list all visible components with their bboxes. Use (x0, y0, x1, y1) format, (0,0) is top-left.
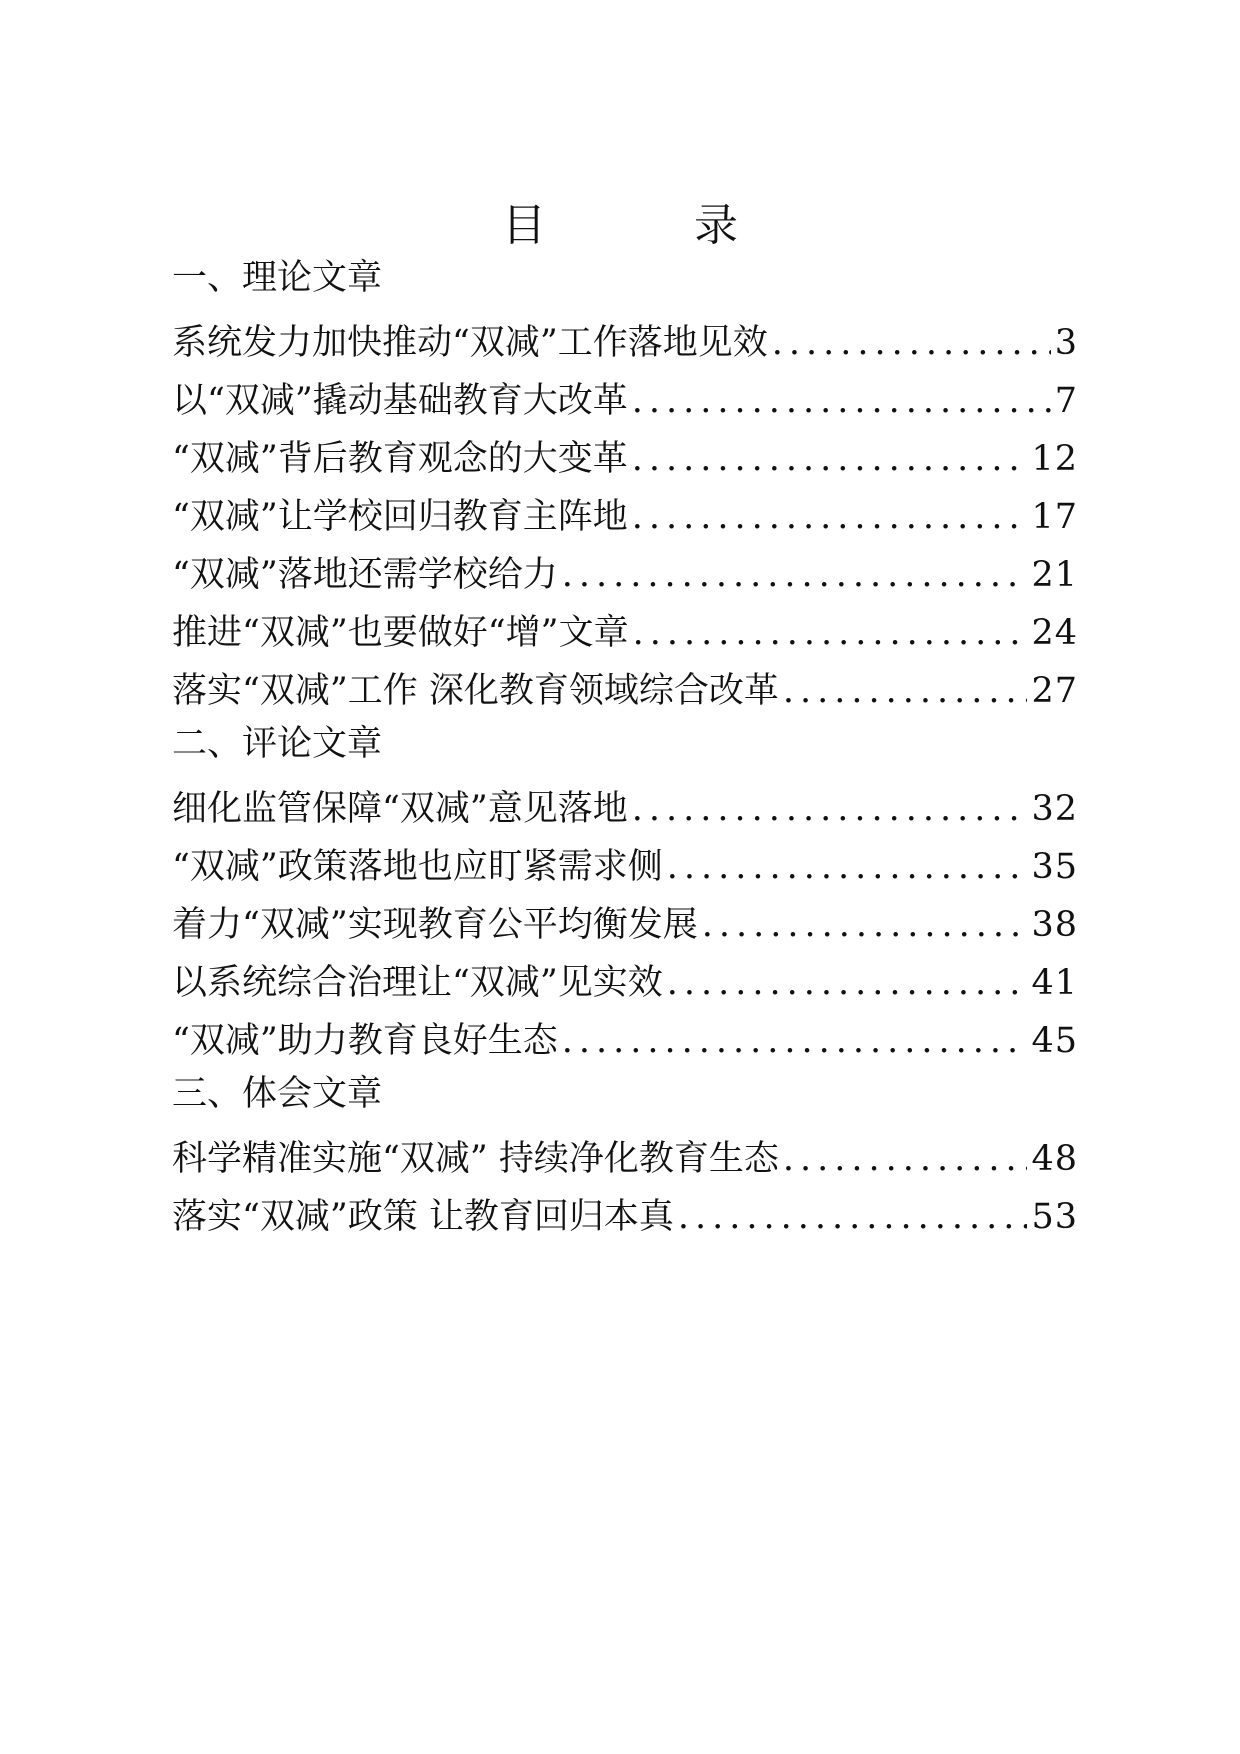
toc-entry-title: “双减”政策落地也应盯紧需求侧 (172, 847, 663, 887)
toc-entry-title: “双减”让学校回归教育主阵地 (172, 497, 628, 537)
dot-leader (633, 604, 1028, 662)
toc-entry-page-number: 48 (1031, 1139, 1078, 1179)
toc-entry-title: 落实“双减”工作 深化教育领域综合改革 (172, 671, 779, 711)
dot-leader (562, 546, 1028, 604)
toc-entry-page-number: 32 (1031, 789, 1078, 829)
toc-entry-title: 着力“双减”实现教育公平均衡发展 (172, 905, 698, 945)
toc-entry[interactable] (172, 1130, 1078, 1188)
toc-entry[interactable] (172, 1012, 1078, 1070)
toc-entry-page-number: 12 (1031, 439, 1078, 479)
toc-entry-page-number: 41 (1031, 963, 1078, 1003)
toc-entry-page-number: 35 (1031, 847, 1078, 887)
toc-entry-title: 系统发力加快推动“双减”工作落地见效 (172, 323, 768, 363)
toc-entry[interactable] (172, 430, 1078, 488)
toc-section (172, 720, 1078, 1070)
dot-leader (562, 1012, 1028, 1070)
toc-entry-title: 落实“双减”政策 让教育回归本真 (172, 1197, 674, 1237)
toc-entry[interactable] (172, 314, 1078, 372)
dot-leader (783, 1130, 1028, 1188)
dot-leader (702, 896, 1028, 954)
toc-entry-page-number: 21 (1031, 555, 1078, 595)
toc-entry-title: “双减”助力教育良好生态 (172, 1021, 558, 1061)
dot-leader (772, 314, 1051, 372)
toc-entry[interactable] (172, 662, 1078, 720)
toc-entry[interactable] (172, 780, 1078, 838)
dot-leader (632, 372, 1051, 430)
toc-section (172, 254, 1078, 720)
dot-leader (632, 780, 1028, 838)
toc-entry[interactable] (172, 546, 1078, 604)
toc-entry-title: 细化监管保障“双减”意见落地 (172, 789, 628, 829)
toc-entry-page-number: 17 (1031, 497, 1078, 537)
toc-entry-title: 推进“双减”也要做好“增”文章 (172, 613, 629, 653)
toc-section (172, 1070, 1078, 1246)
toc-entry-page-number: 38 (1031, 905, 1078, 945)
toc-entry-page-number: 3 (1054, 323, 1078, 363)
dot-leader (667, 954, 1028, 1012)
section-heading: 三、体会文章 (172, 1074, 383, 1114)
dot-leader (632, 430, 1028, 488)
toc-entry-title: 以系统综合治理让“双减”见实效 (172, 963, 663, 1003)
toc-entry[interactable] (172, 372, 1078, 430)
toc-entry[interactable] (172, 896, 1078, 954)
section-heading: 一、理论文章 (172, 258, 383, 298)
page-title: 目 录 (502, 200, 790, 251)
toc-entry-page-number: 45 (1031, 1021, 1078, 1061)
toc-entry[interactable] (172, 954, 1078, 1012)
dot-leader (678, 1188, 1028, 1246)
dot-leader (667, 838, 1028, 896)
toc-entry-title: 以“双减”撬动基础教育大改革 (172, 381, 628, 421)
toc-entry[interactable] (172, 1188, 1078, 1246)
toc-entry[interactable] (172, 604, 1078, 662)
toc-entry-page-number: 53 (1031, 1197, 1078, 1237)
toc-entry-page-number: 7 (1054, 381, 1078, 421)
section-heading: 二、评论文章 (172, 724, 383, 764)
toc-entry-page-number: 24 (1031, 613, 1078, 653)
toc-entry[interactable] (172, 838, 1078, 896)
table-of-contents (172, 254, 1078, 1246)
toc-entry[interactable] (172, 488, 1078, 546)
dot-leader (632, 488, 1028, 546)
toc-entry-title: “双减”背后教育观念的大变革 (172, 439, 628, 479)
toc-entry-title: “双减”落地还需学校给力 (172, 555, 558, 595)
toc-entry-title: 科学精准实施“双减” 持续净化教育生态 (172, 1139, 779, 1179)
toc-entry-page-number: 27 (1031, 671, 1078, 711)
dot-leader (783, 662, 1028, 720)
